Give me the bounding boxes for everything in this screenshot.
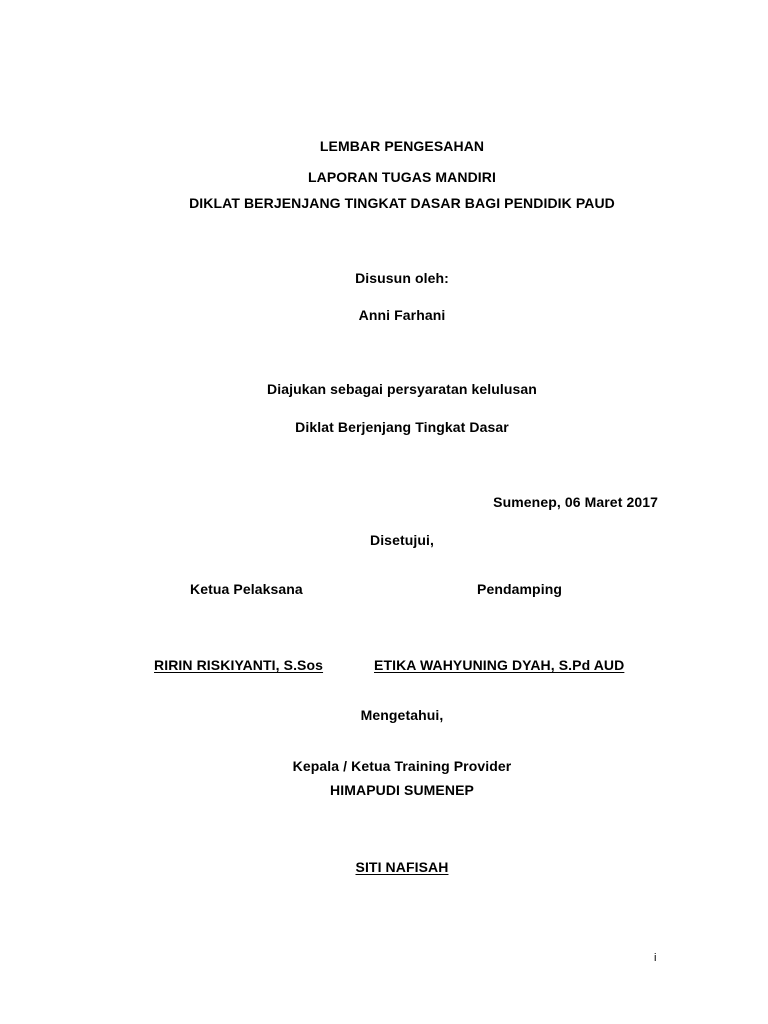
acknowledgement-label: Mengetahui,	[360, 707, 444, 723]
acknowledger-role: Kepala / Ketua Training Provider	[292, 758, 512, 774]
program-name: DIKLAT BERJENJANG TINGKAT DASAR BAGI PENDIDIK PAUD	[189, 195, 615, 211]
approval-label: Disetujui,	[369, 532, 434, 548]
acknowledger-organization: HIMAPUDI SUMENEP	[330, 782, 474, 798]
right-signatory-name: ETIKA WAHYUNING DYAH, S.Pd AUD	[374, 657, 625, 673]
document-title: LEMBAR PENGESAHAN	[319, 138, 485, 154]
purpose-line-1: Diajukan sebagai persyaratan kelulusan	[267, 381, 537, 397]
acknowledger-name: SITI NAFISAH	[355, 859, 449, 875]
purpose-line-2: Diklat Berjenjang Tingkat Dasar	[295, 419, 509, 435]
author-name: Anni Farhani	[358, 307, 446, 323]
left-signatory-name: RIRIN RISKIYANTI, S.Sos	[154, 657, 324, 673]
author-label: Disusun oleh:	[355, 270, 449, 286]
left-signatory-role: Ketua Pelaksana	[190, 581, 303, 597]
place-date: Sumenep, 06 Maret 2017	[493, 494, 658, 510]
page-number: i	[654, 952, 657, 964]
report-type: LAPORAN TUGAS MANDIRI	[308, 169, 496, 185]
right-signatory-role: Pendamping	[477, 581, 563, 597]
